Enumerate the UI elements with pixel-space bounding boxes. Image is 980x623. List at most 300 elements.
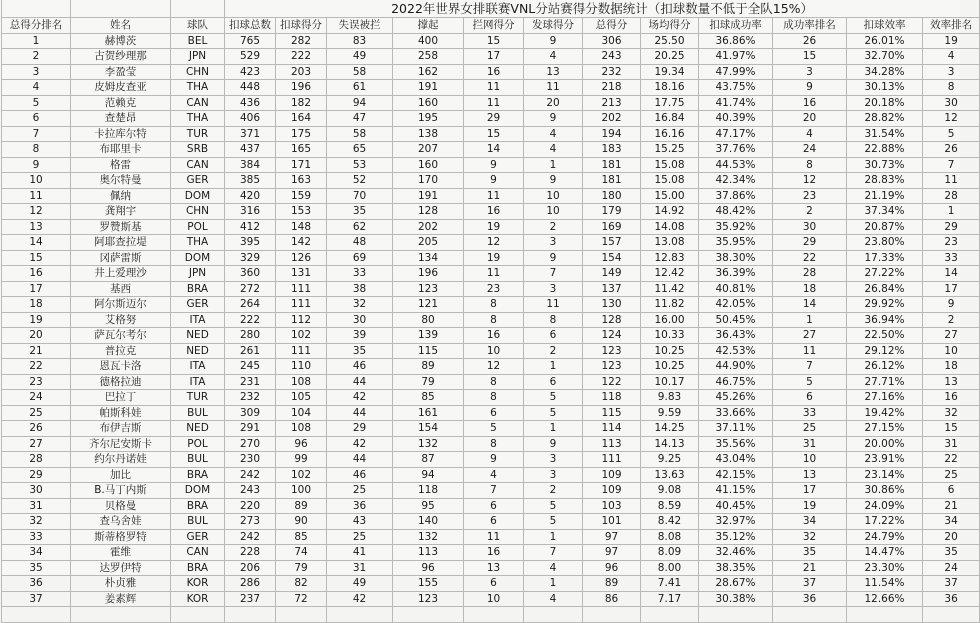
cell-name[interactable]: 萨瓦尔考尔 — [71, 328, 171, 344]
cell-points[interactable]: 182 — [276, 95, 327, 111]
cell-success-rate[interactable]: 42.15% — [699, 467, 773, 483]
cell-dig[interactable]: 132 — [393, 529, 464, 545]
cell-total-points[interactable]: 128 — [583, 312, 641, 328]
cell-errors-blocked[interactable]: 44 — [327, 452, 393, 468]
cell-success-rank[interactable]: 5 — [773, 374, 847, 390]
cell-team[interactable]: THA — [171, 111, 225, 127]
cell-name[interactable]: 范赖克 — [71, 95, 171, 111]
cell-rank[interactable]: 5 — [2, 95, 71, 111]
cell-total-points[interactable]: 157 — [583, 235, 641, 251]
cell-rank[interactable]: 15 — [2, 250, 71, 266]
cell-points[interactable]: 90 — [276, 514, 327, 530]
header-points[interactable]: 扣球得分 — [276, 18, 327, 34]
cell-success-rank[interactable]: 1 — [773, 312, 847, 328]
cell-team[interactable]: ITA — [171, 374, 225, 390]
cell-points[interactable]: 104 — [276, 405, 327, 421]
cell-efficiency[interactable]: 27.71% — [847, 374, 923, 390]
cell-block-points[interactable]: 11 — [464, 80, 524, 96]
cell-rank[interactable]: 17 — [2, 281, 71, 297]
cell-points[interactable]: 112 — [276, 312, 327, 328]
header-serve-points[interactable]: 发球得分 — [524, 18, 583, 34]
cell-total-points[interactable]: 97 — [583, 529, 641, 545]
cell-efficiency-rank[interactable]: 7 — [923, 157, 980, 173]
cell-points[interactable]: 96 — [276, 436, 327, 452]
cell-efficiency[interactable]: 26.12% — [847, 359, 923, 375]
cell-team[interactable]: CHN — [171, 204, 225, 220]
cell-block-points[interactable]: 10 — [464, 343, 524, 359]
cell-serve-points[interactable]: 11 — [524, 297, 583, 313]
cell-attempts[interactable]: 280 — [225, 328, 276, 344]
cell-efficiency[interactable]: 19.42% — [847, 405, 923, 421]
cell-success-rank[interactable]: 10 — [773, 452, 847, 468]
cell-points[interactable]: 102 — [276, 328, 327, 344]
cell-attempts[interactable]: 286 — [225, 576, 276, 592]
cell-name[interactable]: 艾格努 — [71, 312, 171, 328]
cell-efficiency-rank[interactable]: 14 — [923, 266, 980, 282]
cell-efficiency-rank[interactable]: 9 — [923, 297, 980, 313]
cell-efficiency[interactable]: 26.01% — [847, 33, 923, 49]
cell-team[interactable]: BUL — [171, 405, 225, 421]
cell-serve-points[interactable]: 9 — [524, 250, 583, 266]
cell-block-points[interactable]: 16 — [464, 204, 524, 220]
cell-errors-blocked[interactable]: 70 — [327, 188, 393, 204]
cell-errors-blocked[interactable]: 48 — [327, 235, 393, 251]
cell-rank[interactable]: 30 — [2, 483, 71, 499]
cell-points[interactable]: 108 — [276, 374, 327, 390]
cell-name[interactable]: 齐尔尼安斯卡 — [71, 436, 171, 452]
cell-errors-blocked[interactable]: 49 — [327, 49, 393, 65]
cell-errors-blocked[interactable]: 42 — [327, 390, 393, 406]
cell-points[interactable]: 164 — [276, 111, 327, 127]
cell-serve-points[interactable]: 3 — [524, 281, 583, 297]
cell-total-points[interactable]: 130 — [583, 297, 641, 313]
cell-efficiency[interactable]: 30.13% — [847, 80, 923, 96]
cell-block-points[interactable]: 15 — [464, 33, 524, 49]
cell-errors-blocked[interactable]: 46 — [327, 467, 393, 483]
cell-efficiency[interactable]: 17.33% — [847, 250, 923, 266]
cell-efficiency-rank[interactable]: 13 — [923, 374, 980, 390]
cell-attempts[interactable]: 273 — [225, 514, 276, 530]
cell-block-points[interactable]: 29 — [464, 111, 524, 127]
cell-serve-points[interactable]: 1 — [524, 421, 583, 437]
cell-rank[interactable]: 4 — [2, 80, 71, 96]
cell-efficiency[interactable]: 27.22% — [847, 266, 923, 282]
empty-cell[interactable] — [641, 607, 699, 623]
cell-efficiency-rank[interactable]: 37 — [923, 576, 980, 592]
cell-efficiency[interactable]: 29.92% — [847, 297, 923, 313]
cell-points[interactable]: 89 — [276, 498, 327, 514]
cell-serve-points[interactable]: 13 — [524, 64, 583, 80]
cell-team[interactable]: SRB — [171, 142, 225, 158]
cell-dig[interactable]: 85 — [393, 390, 464, 406]
cell-efficiency[interactable]: 14.47% — [847, 545, 923, 561]
cell-block-points[interactable]: 11 — [464, 266, 524, 282]
cell-success-rank[interactable]: 20 — [773, 111, 847, 127]
cell-attempts[interactable]: 316 — [225, 204, 276, 220]
cell-block-points[interactable]: 19 — [464, 250, 524, 266]
header-rank[interactable]: 总得分排名 — [2, 18, 71, 34]
cell-rank[interactable]: 32 — [2, 514, 71, 530]
cell-name[interactable]: B.马丁内斯 — [71, 483, 171, 499]
cell-success-rate[interactable]: 40.81% — [699, 281, 773, 297]
cell-attempts[interactable]: 309 — [225, 405, 276, 421]
empty-cell[interactable] — [524, 607, 583, 623]
cell-points[interactable]: 111 — [276, 343, 327, 359]
cell-avg-points[interactable]: 12.42 — [641, 266, 699, 282]
cell-total-points[interactable]: 109 — [583, 483, 641, 499]
cell-rank[interactable]: 29 — [2, 467, 71, 483]
cell-dig[interactable]: 161 — [393, 405, 464, 421]
cell-block-points[interactable]: 11 — [464, 95, 524, 111]
cell-total-points[interactable]: 213 — [583, 95, 641, 111]
cell-avg-points[interactable]: 11.42 — [641, 281, 699, 297]
cell-errors-blocked[interactable]: 53 — [327, 157, 393, 173]
cell-attempts[interactable]: 371 — [225, 126, 276, 142]
cell-total-points[interactable]: 181 — [583, 173, 641, 189]
cell-success-rate[interactable]: 32.97% — [699, 514, 773, 530]
cell-serve-points[interactable]: 6 — [524, 374, 583, 390]
cell-block-points[interactable]: 13 — [464, 560, 524, 576]
cell-success-rank[interactable]: 34 — [773, 514, 847, 530]
cell-avg-points[interactable]: 14.25 — [641, 421, 699, 437]
cell-efficiency[interactable]: 20.00% — [847, 436, 923, 452]
cell-success-rank[interactable]: 30 — [773, 219, 847, 235]
cell-efficiency[interactable]: 37.34% — [847, 204, 923, 220]
cell-avg-points[interactable]: 9.83 — [641, 390, 699, 406]
cell-success-rate[interactable]: 47.99% — [699, 64, 773, 80]
cell-errors-blocked[interactable]: 65 — [327, 142, 393, 158]
cell-block-points[interactable]: 12 — [464, 235, 524, 251]
cell-errors-blocked[interactable]: 94 — [327, 95, 393, 111]
cell-rank[interactable]: 1 — [2, 33, 71, 49]
cell-dig[interactable]: 195 — [393, 111, 464, 127]
cell-block-points[interactable]: 11 — [464, 529, 524, 545]
cell-team[interactable]: NED — [171, 421, 225, 437]
cell-success-rate[interactable]: 35.56% — [699, 436, 773, 452]
cell-efficiency-rank[interactable]: 11 — [923, 173, 980, 189]
cell-team[interactable]: TUR — [171, 390, 225, 406]
cell-total-points[interactable]: 114 — [583, 421, 641, 437]
cell-rank[interactable]: 33 — [2, 529, 71, 545]
cell-name[interactable]: 古贺纱理那 — [71, 49, 171, 65]
cell-success-rank[interactable]: 26 — [773, 33, 847, 49]
header-success-rate[interactable]: 扣球成功率 — [699, 18, 773, 34]
cell-efficiency-rank[interactable]: 19 — [923, 33, 980, 49]
cell-efficiency[interactable]: 22.88% — [847, 142, 923, 158]
cell-dig[interactable]: 160 — [393, 157, 464, 173]
cell-dig[interactable]: 123 — [393, 591, 464, 607]
cell-errors-blocked[interactable]: 31 — [327, 560, 393, 576]
cell-errors-blocked[interactable]: 61 — [327, 80, 393, 96]
header-errors-blocked[interactable]: 失误被拦 — [327, 18, 393, 34]
cell-rank[interactable]: 34 — [2, 545, 71, 561]
cell-attempts[interactable]: 529 — [225, 49, 276, 65]
cell-avg-points[interactable]: 13.63 — [641, 467, 699, 483]
cell-success-rate[interactable]: 37.11% — [699, 421, 773, 437]
cell-points[interactable]: 159 — [276, 188, 327, 204]
cell-total-points[interactable]: 180 — [583, 188, 641, 204]
cell-efficiency-rank[interactable]: 28 — [923, 188, 980, 204]
cell-name[interactable]: 冈萨雷斯 — [71, 250, 171, 266]
cell-points[interactable]: 100 — [276, 483, 327, 499]
cell-avg-points[interactable]: 10.17 — [641, 374, 699, 390]
cell-efficiency-rank[interactable]: 8 — [923, 80, 980, 96]
cell-success-rank[interactable]: 24 — [773, 142, 847, 158]
cell-efficiency[interactable]: 12.66% — [847, 591, 923, 607]
cell-total-points[interactable]: 123 — [583, 343, 641, 359]
cell-efficiency[interactable]: 29.12% — [847, 343, 923, 359]
cell-errors-blocked[interactable]: 58 — [327, 64, 393, 80]
cell-attempts[interactable]: 243 — [225, 483, 276, 499]
cell-success-rate[interactable]: 50.45% — [699, 312, 773, 328]
header-name[interactable]: 姓名 — [71, 18, 171, 34]
cell-errors-blocked[interactable]: 52 — [327, 173, 393, 189]
cell-total-points[interactable]: 169 — [583, 219, 641, 235]
cell-success-rate[interactable]: 37.76% — [699, 142, 773, 158]
cell-total-points[interactable]: 149 — [583, 266, 641, 282]
cell-errors-blocked[interactable]: 30 — [327, 312, 393, 328]
empty-cell[interactable] — [71, 607, 171, 623]
cell-name[interactable]: 龚翔宇 — [71, 204, 171, 220]
cell-block-points[interactable]: 9 — [464, 173, 524, 189]
cell-rank[interactable]: 35 — [2, 560, 71, 576]
cell-avg-points[interactable]: 15.25 — [641, 142, 699, 158]
cell-success-rate[interactable]: 48.42% — [699, 204, 773, 220]
cell-success-rate[interactable]: 38.35% — [699, 560, 773, 576]
cell-serve-points[interactable]: 1 — [524, 359, 583, 375]
cell-block-points[interactable]: 8 — [464, 312, 524, 328]
cell-attempts[interactable]: 220 — [225, 498, 276, 514]
cell-dig[interactable]: 400 — [393, 33, 464, 49]
cell-points[interactable]: 175 — [276, 126, 327, 142]
cell-success-rate[interactable]: 42.53% — [699, 343, 773, 359]
cell-errors-blocked[interactable]: 25 — [327, 529, 393, 545]
cell-dig[interactable]: 170 — [393, 173, 464, 189]
cell-team[interactable]: DOM — [171, 483, 225, 499]
cell-attempts[interactable]: 420 — [225, 188, 276, 204]
cell-success-rank[interactable]: 27 — [773, 328, 847, 344]
header-total-points[interactable]: 总得分 — [583, 18, 641, 34]
cell-success-rate[interactable]: 44.90% — [699, 359, 773, 375]
cell-success-rank[interactable]: 15 — [773, 49, 847, 65]
cell-efficiency[interactable]: 23.91% — [847, 452, 923, 468]
cell-name[interactable]: 德格拉迪 — [71, 374, 171, 390]
cell-team[interactable]: GER — [171, 297, 225, 313]
cell-avg-points[interactable]: 15.08 — [641, 173, 699, 189]
cell-dig[interactable]: 79 — [393, 374, 464, 390]
cell-efficiency[interactable]: 20.87% — [847, 219, 923, 235]
cell-serve-points[interactable]: 3 — [524, 235, 583, 251]
cell-team[interactable]: KOR — [171, 591, 225, 607]
cell-total-points[interactable]: 218 — [583, 80, 641, 96]
cell-success-rate[interactable]: 35.92% — [699, 219, 773, 235]
header-attempts[interactable]: 扣球总数 — [225, 18, 276, 34]
cell-total-points[interactable]: 202 — [583, 111, 641, 127]
cell-efficiency-rank[interactable]: 27 — [923, 328, 980, 344]
cell-attempts[interactable]: 261 — [225, 343, 276, 359]
cell-success-rank[interactable]: 31 — [773, 436, 847, 452]
cell-errors-blocked[interactable]: 38 — [327, 281, 393, 297]
cell-avg-points[interactable]: 7.41 — [641, 576, 699, 592]
cell-points[interactable]: 171 — [276, 157, 327, 173]
cell-success-rank[interactable]: 25 — [773, 421, 847, 437]
cell-serve-points[interactable]: 11 — [524, 80, 583, 96]
cell-team[interactable]: ITA — [171, 312, 225, 328]
cell-avg-points[interactable]: 11.82 — [641, 297, 699, 313]
cell-block-points[interactable]: 16 — [464, 328, 524, 344]
cell-total-points[interactable]: 232 — [583, 64, 641, 80]
cell-total-points[interactable]: 194 — [583, 126, 641, 142]
header-efficiency[interactable]: 扣球效率 — [847, 18, 923, 34]
cell-dig[interactable]: 80 — [393, 312, 464, 328]
cell-team[interactable]: DOM — [171, 188, 225, 204]
cell-avg-points[interactable]: 9.25 — [641, 452, 699, 468]
cell-name[interactable]: 基西 — [71, 281, 171, 297]
cell-total-points[interactable]: 97 — [583, 545, 641, 561]
cell-block-points[interactable]: 6 — [464, 498, 524, 514]
header-avg-points[interactable]: 场均得分 — [641, 18, 699, 34]
cell-attempts[interactable]: 412 — [225, 219, 276, 235]
cell-efficiency-rank[interactable]: 15 — [923, 421, 980, 437]
cell-rank[interactable]: 20 — [2, 328, 71, 344]
cell-success-rate[interactable]: 46.75% — [699, 374, 773, 390]
cell-points[interactable]: 148 — [276, 219, 327, 235]
empty-cell[interactable] — [171, 607, 225, 623]
cell-attempts[interactable]: 384 — [225, 157, 276, 173]
cell-errors-blocked[interactable]: 69 — [327, 250, 393, 266]
cell-dig[interactable]: 191 — [393, 80, 464, 96]
cell-efficiency-rank[interactable]: 16 — [923, 390, 980, 406]
cell-efficiency-rank[interactable]: 21 — [923, 498, 980, 514]
cell-efficiency-rank[interactable]: 32 — [923, 405, 980, 421]
cell-rank[interactable]: 2 — [2, 49, 71, 65]
cell-attempts[interactable]: 406 — [225, 111, 276, 127]
cell-dig[interactable]: 207 — [393, 142, 464, 158]
cell-efficiency-rank[interactable]: 29 — [923, 219, 980, 235]
cell-errors-blocked[interactable]: 49 — [327, 576, 393, 592]
cell-attempts[interactable]: 272 — [225, 281, 276, 297]
cell-serve-points[interactable]: 10 — [524, 188, 583, 204]
cell-errors-blocked[interactable]: 47 — [327, 111, 393, 127]
cell-team[interactable]: TUR — [171, 126, 225, 142]
header-efficiency-rank[interactable]: 效率排名 — [923, 18, 980, 34]
cell-team[interactable]: NED — [171, 343, 225, 359]
cell-dig[interactable]: 140 — [393, 514, 464, 530]
cell-serve-points[interactable]: 10 — [524, 204, 583, 220]
cell-success-rank[interactable]: 32 — [773, 529, 847, 545]
cell-team[interactable]: BUL — [171, 452, 225, 468]
cell-avg-points[interactable]: 14.13 — [641, 436, 699, 452]
cell-serve-points[interactable]: 9 — [524, 33, 583, 49]
cell-team[interactable]: GER — [171, 173, 225, 189]
cell-efficiency-rank[interactable]: 10 — [923, 343, 980, 359]
cell-points[interactable]: 282 — [276, 33, 327, 49]
cell-block-points[interactable]: 8 — [464, 390, 524, 406]
cell-success-rank[interactable]: 8 — [773, 157, 847, 173]
cell-success-rank[interactable]: 14 — [773, 297, 847, 313]
cell-success-rank[interactable]: 4 — [773, 126, 847, 142]
cell-errors-blocked[interactable]: 43 — [327, 514, 393, 530]
cell-success-rank[interactable]: 18 — [773, 281, 847, 297]
cell-total-points[interactable]: 96 — [583, 560, 641, 576]
cell-team[interactable]: GER — [171, 529, 225, 545]
cell-dig[interactable]: 128 — [393, 204, 464, 220]
cell-success-rate[interactable]: 43.75% — [699, 80, 773, 96]
cell-efficiency-rank[interactable]: 35 — [923, 545, 980, 561]
cell-efficiency[interactable]: 23.30% — [847, 560, 923, 576]
cell-success-rank[interactable]: 37 — [773, 576, 847, 592]
cell-block-points[interactable]: 12 — [464, 359, 524, 375]
cell-avg-points[interactable]: 9.59 — [641, 405, 699, 421]
cell-total-points[interactable]: 306 — [583, 33, 641, 49]
cell-points[interactable]: 153 — [276, 204, 327, 220]
cell-attempts[interactable]: 206 — [225, 560, 276, 576]
cell-serve-points[interactable]: 3 — [524, 467, 583, 483]
cell-success-rate[interactable]: 40.39% — [699, 111, 773, 127]
cell-team[interactable]: THA — [171, 235, 225, 251]
cell-block-points[interactable]: 16 — [464, 64, 524, 80]
cell-name[interactable]: 赫博茨 — [71, 33, 171, 49]
empty-cell[interactable] — [699, 607, 773, 623]
cell-serve-points[interactable]: 7 — [524, 266, 583, 282]
cell-serve-points[interactable]: 3 — [524, 452, 583, 468]
cell-efficiency[interactable]: 24.79% — [847, 529, 923, 545]
cell-total-points[interactable]: 124 — [583, 328, 641, 344]
cell-dig[interactable]: 205 — [393, 235, 464, 251]
cell-avg-points[interactable]: 8.08 — [641, 529, 699, 545]
cell-efficiency-rank[interactable]: 30 — [923, 95, 980, 111]
empty-cell[interactable] — [2, 607, 71, 623]
empty-cell[interactable] — [583, 607, 641, 623]
cell-success-rate[interactable]: 36.86% — [699, 33, 773, 49]
cell-attempts[interactable]: 237 — [225, 591, 276, 607]
cell-success-rank[interactable]: 17 — [773, 483, 847, 499]
cell-dig[interactable]: 155 — [393, 576, 464, 592]
cell-block-points[interactable]: 8 — [464, 436, 524, 452]
cell-dig[interactable]: 154 — [393, 421, 464, 437]
cell-success-rank[interactable]: 23 — [773, 188, 847, 204]
cell-efficiency-rank[interactable]: 5 — [923, 126, 980, 142]
cell-serve-points[interactable]: 1 — [524, 157, 583, 173]
cell-serve-points[interactable]: 1 — [524, 529, 583, 545]
cell-attempts[interactable]: 270 — [225, 436, 276, 452]
cell-efficiency[interactable]: 34.28% — [847, 64, 923, 80]
cell-efficiency[interactable]: 28.82% — [847, 111, 923, 127]
cell-team[interactable]: POL — [171, 436, 225, 452]
cell-total-points[interactable]: 154 — [583, 250, 641, 266]
empty-cell[interactable] — [923, 607, 980, 623]
cell-serve-points[interactable]: 2 — [524, 343, 583, 359]
cell-team[interactable]: THA — [171, 80, 225, 96]
cell-team[interactable]: BRA — [171, 467, 225, 483]
cell-success-rate[interactable]: 43.04% — [699, 452, 773, 468]
cell-points[interactable]: 222 — [276, 49, 327, 65]
cell-errors-blocked[interactable]: 32 — [327, 297, 393, 313]
cell-avg-points[interactable]: 15.08 — [641, 157, 699, 173]
cell-dig[interactable]: 132 — [393, 436, 464, 452]
cell-success-rank[interactable]: 29 — [773, 235, 847, 251]
cell-team[interactable]: CAN — [171, 95, 225, 111]
cell-efficiency[interactable]: 24.09% — [847, 498, 923, 514]
table-title[interactable]: 2022年世界女排联赛VNL分站赛得分数据统计（扣球数量不低于全队15%） — [225, 0, 980, 18]
cell-attempts[interactable]: 395 — [225, 235, 276, 251]
cell-avg-points[interactable]: 16.00 — [641, 312, 699, 328]
header-block-points[interactable]: 拦网得分 — [464, 18, 524, 34]
cell-errors-blocked[interactable]: 35 — [327, 204, 393, 220]
cell-serve-points[interactable]: 2 — [524, 219, 583, 235]
cell-efficiency-rank[interactable]: 24 — [923, 560, 980, 576]
cell-efficiency[interactable]: 17.22% — [847, 514, 923, 530]
